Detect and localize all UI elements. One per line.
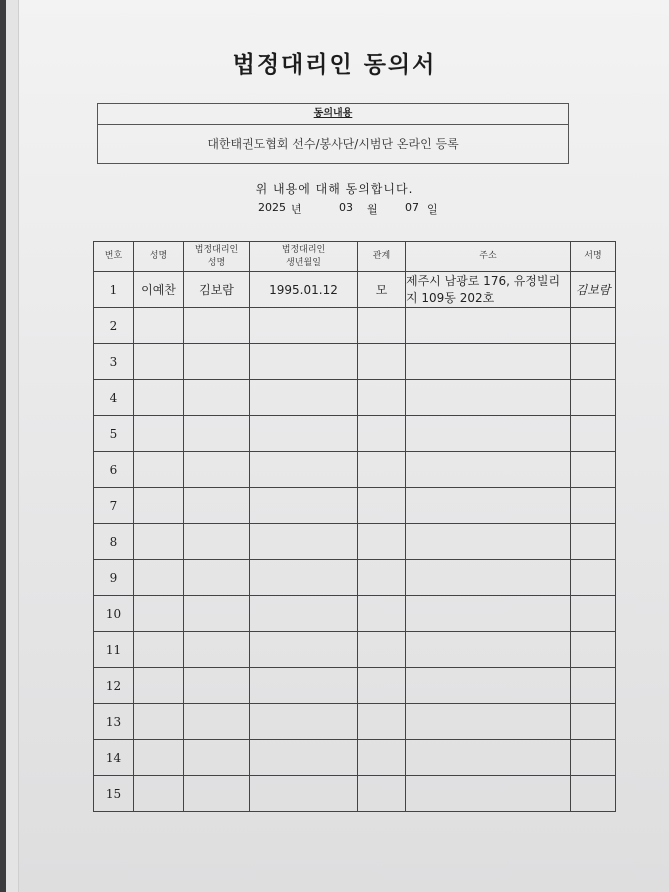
cell-number: 12: [94, 668, 134, 704]
consent-box: [97, 103, 569, 164]
cell-signature: [571, 632, 616, 668]
date-month: 03: [339, 201, 353, 214]
date-year-unit: 년: [291, 203, 302, 216]
table-row: [94, 740, 616, 776]
underlying-page-edge: [6, 0, 19, 892]
cell-guardian-birthdate: [250, 344, 358, 380]
cell-guardian-birthdate: 1995.01.12: [250, 272, 358, 308]
cell-signature: [571, 668, 616, 704]
cell-guardian-name: 김보람: [184, 272, 250, 308]
cell-name: [134, 524, 184, 560]
table-row: [94, 308, 616, 344]
cell-guardian-name: [184, 740, 250, 776]
table-row: [94, 488, 616, 524]
cell-relation: [358, 416, 406, 452]
cell-name: [134, 452, 184, 488]
cell-relation: [358, 596, 406, 632]
cell-address: [406, 380, 571, 416]
date-month-unit: 월: [367, 203, 378, 216]
cell-guardian-name: [184, 344, 250, 380]
table-row: [94, 776, 616, 812]
cell-relation: [358, 776, 406, 812]
cell-guardian-name: [184, 380, 250, 416]
cell-signature: 김보람: [571, 272, 616, 308]
table-row: [94, 596, 616, 632]
cell-guardian-birthdate: [250, 416, 358, 452]
cell-name: [134, 596, 184, 632]
header-relation: 관계: [358, 242, 406, 272]
cell-relation: [358, 380, 406, 416]
cell-guardian-name: [184, 452, 250, 488]
cell-number: 6: [94, 452, 134, 488]
cell-signature: [571, 488, 616, 524]
table-row: [94, 416, 616, 452]
cell-signature: [571, 596, 616, 632]
cell-number: 7: [94, 488, 134, 524]
cell-number: 9: [94, 560, 134, 596]
cell-name: [134, 416, 184, 452]
cell-number: 10: [94, 596, 134, 632]
cell-relation: [358, 560, 406, 596]
cell-signature: [571, 524, 616, 560]
table-header-row: [94, 242, 616, 272]
table-row: [94, 704, 616, 740]
cell-address: [406, 344, 571, 380]
consent-header-text: 동의내용: [313, 108, 353, 119]
cell-address: [406, 740, 571, 776]
guardian-consent-table: [93, 241, 616, 812]
cell-address: [406, 524, 571, 560]
cell-number: 5: [94, 416, 134, 452]
cell-address: [406, 308, 571, 344]
cell-name: [134, 488, 184, 524]
consent-header: [98, 104, 568, 125]
cell-guardian-name: [184, 632, 250, 668]
cell-address: [406, 704, 571, 740]
cell-guardian-birthdate: [250, 452, 358, 488]
cell-address: 제주시 남광로 176, 유정빌리지 109동 202호: [406, 272, 571, 308]
consent-content: 대한태권도협회 선수/봉사단/시범단 온라인 등록: [207, 137, 459, 151]
cell-guardian-name: [184, 776, 250, 812]
cell-signature: [571, 452, 616, 488]
cell-name: [134, 560, 184, 596]
cell-address: [406, 596, 571, 632]
cell-name: [134, 344, 184, 380]
cell-relation: [358, 308, 406, 344]
header-signature: 서명: [571, 242, 616, 272]
cell-relation: [358, 740, 406, 776]
cell-signature: [571, 308, 616, 344]
cell-name: [134, 704, 184, 740]
header-number: 번호: [94, 242, 134, 272]
cell-relation: [358, 488, 406, 524]
cell-relation: [358, 524, 406, 560]
cell-address: [406, 776, 571, 812]
cell-guardian-name: [184, 416, 250, 452]
cell-relation: [358, 668, 406, 704]
cell-address: [406, 560, 571, 596]
cell-relation: [358, 632, 406, 668]
cell-guardian-name: [184, 668, 250, 704]
header-guardian-birthdate: 법정대리인 생년월일: [250, 242, 358, 272]
cell-number: 11: [94, 632, 134, 668]
cell-guardian-birthdate: [250, 632, 358, 668]
date-year: 2025: [258, 201, 286, 214]
cell-guardian-birthdate: [250, 740, 358, 776]
cell-signature: [571, 740, 616, 776]
cell-address: [406, 416, 571, 452]
cell-guardian-name: [184, 596, 250, 632]
cell-name: [134, 632, 184, 668]
cell-guardian-birthdate: [250, 704, 358, 740]
table-row: [94, 344, 616, 380]
cell-guardian-name: [184, 308, 250, 344]
table-row: [94, 524, 616, 560]
cell-name: 이예찬: [134, 272, 184, 308]
cell-signature: [571, 344, 616, 380]
date-day: 07: [405, 201, 419, 214]
date-day-unit: 일: [427, 203, 438, 216]
cell-signature: [571, 704, 616, 740]
cell-signature: [571, 380, 616, 416]
cell-name: [134, 776, 184, 812]
cell-number: 8: [94, 524, 134, 560]
cell-number: 15: [94, 776, 134, 812]
header-name: 성명: [134, 242, 184, 272]
table-row: [94, 272, 616, 308]
cell-guardian-birthdate: [250, 524, 358, 560]
cell-guardian-birthdate: [250, 380, 358, 416]
cell-relation: [358, 344, 406, 380]
cell-guardian-birthdate: [250, 776, 358, 812]
cell-signature: [571, 560, 616, 596]
table-row: [94, 668, 616, 704]
cell-number: 2: [94, 308, 134, 344]
cell-number: 14: [94, 740, 134, 776]
table-row: [94, 452, 616, 488]
agreement-statement: 위 내용에 대해 동의합니다.: [255, 182, 414, 196]
cell-guardian-name: [184, 704, 250, 740]
cell-number: 3: [94, 344, 134, 380]
cell-number: 1: [94, 272, 134, 308]
header-address: 주소: [406, 242, 571, 272]
cell-address: [406, 632, 571, 668]
cell-number: 13: [94, 704, 134, 740]
cell-guardian-name: [184, 524, 250, 560]
cell-address: [406, 668, 571, 704]
cell-name: [134, 668, 184, 704]
header-guardian-name: 법정대리인 성명: [184, 242, 250, 272]
cell-address: [406, 452, 571, 488]
cell-signature: [571, 776, 616, 812]
cell-guardian-birthdate: [250, 308, 358, 344]
cell-relation: [358, 452, 406, 488]
cell-guardian-birthdate: [250, 560, 358, 596]
cell-guardian-birthdate: [250, 596, 358, 632]
cell-number: 4: [94, 380, 134, 416]
cell-relation: 모: [358, 272, 406, 308]
cell-name: [134, 740, 184, 776]
table-row: [94, 632, 616, 668]
cell-signature: [571, 416, 616, 452]
cell-guardian-birthdate: [250, 668, 358, 704]
table-row: [94, 560, 616, 596]
cell-guardian-name: [184, 488, 250, 524]
cell-name: [134, 308, 184, 344]
cell-name: [134, 380, 184, 416]
document-title: 법정대리인 동의서: [232, 52, 437, 78]
cell-guardian-birthdate: [250, 488, 358, 524]
cell-guardian-name: [184, 560, 250, 596]
table-row: [94, 380, 616, 416]
cell-relation: [358, 704, 406, 740]
cell-address: [406, 488, 571, 524]
